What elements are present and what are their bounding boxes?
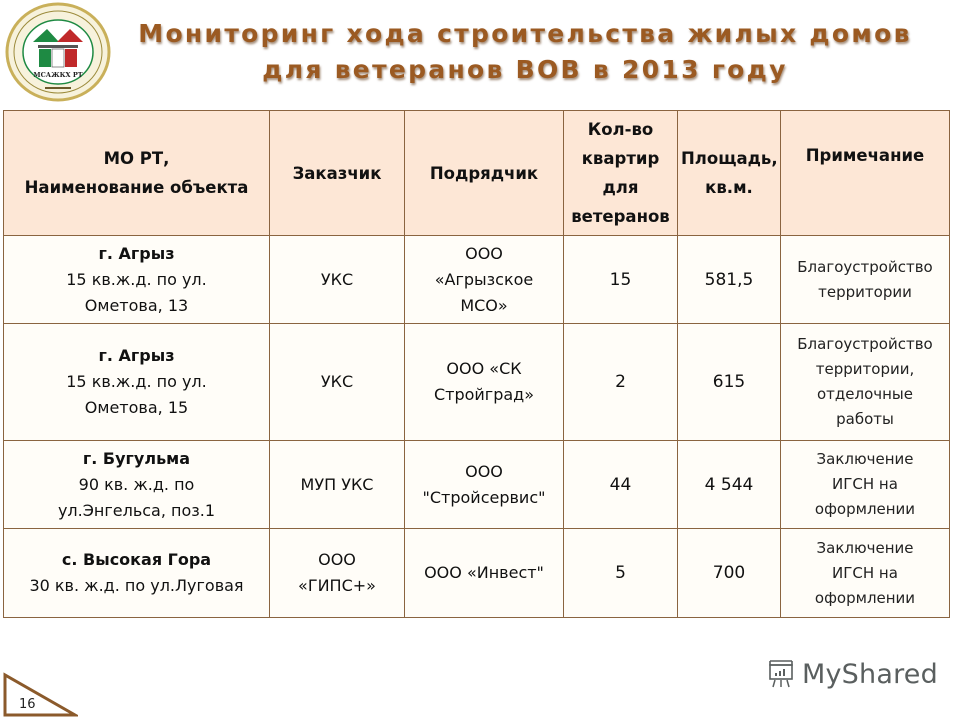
cell-note: Благоустройство территории, отделочные работы (781, 324, 950, 441)
cell-area: 615 (678, 324, 781, 441)
cell-contractor: ООО «Агрызское МСО» (405, 236, 564, 324)
cell-note: Заключение ИГСН на оформлении (781, 441, 950, 529)
cell-contractor: ООО «Инвест" (405, 529, 564, 618)
column-header-note: Примечание (781, 111, 950, 236)
presentation-board-icon (766, 658, 796, 690)
table-row (4, 529, 950, 618)
cell-customer: УКС (270, 324, 405, 441)
column-header-object: МО РТ, Наименование объекта (4, 111, 270, 236)
cell-customer: МУП УКС (270, 441, 405, 529)
cell-contractor: ООО «СК Стройград» (405, 324, 564, 441)
watermark (766, 656, 938, 692)
cell-object: г. Агрыз 15 кв.ж.д. по ул. Ометова, 13 (4, 236, 270, 324)
cell-customer: УКС (270, 236, 405, 324)
cell-object: г. Агрыз 15 кв.ж.д. по ул. Ометова, 15 (4, 324, 270, 441)
svg-text:МСАЖКХ РТ: МСАЖКХ РТ (33, 71, 83, 79)
table-row (4, 324, 950, 441)
cell-apartments: 44 (564, 441, 678, 529)
cell-customer: ООО «ГИПС+» (270, 529, 405, 618)
organization-logo (5, 2, 111, 102)
column-header-apartments: Кол-во квартир для ветеранов (564, 111, 678, 236)
cell-object: г. Бугульма 90 кв. ж.д. по ул.Энгельса, поз.1 (4, 441, 270, 529)
watermark-text: MyShared (802, 658, 938, 690)
table-row (4, 236, 950, 324)
page-corner-triangle-icon (2, 672, 78, 718)
cell-area: 4 544 (678, 441, 781, 529)
cell-apartments: 2 (564, 324, 678, 441)
cell-area: 700 (678, 529, 781, 618)
construction-monitoring-table (3, 110, 950, 618)
cell-contractor: ООО "Стройсервис" (405, 441, 564, 529)
title-line-1: Мониторинг хода строительства жилых домов (138, 19, 912, 48)
column-header-area: Площадь, кв.м. (678, 111, 781, 236)
table-header-row (4, 111, 950, 236)
cell-apartments: 5 (564, 529, 678, 618)
cell-apartments: 15 (564, 236, 678, 324)
column-header-contractor: Подрядчик (405, 111, 564, 236)
slide-title (120, 16, 930, 88)
emblem-icon (5, 2, 111, 102)
cell-note: Благоустройство территории (781, 236, 950, 324)
page-number: 16 (19, 697, 36, 712)
cell-note: Заключение ИГСН на оформлении (781, 529, 950, 618)
table-row (4, 441, 950, 529)
cell-object: с. Высокая Гора 30 кв. ж.д. по ул.Луговая (4, 529, 270, 618)
cell-area: 581,5 (678, 236, 781, 324)
column-header-customer: Заказчик (270, 111, 405, 236)
title-line-2: для ветеранов ВОВ в 2013 году (262, 55, 788, 84)
